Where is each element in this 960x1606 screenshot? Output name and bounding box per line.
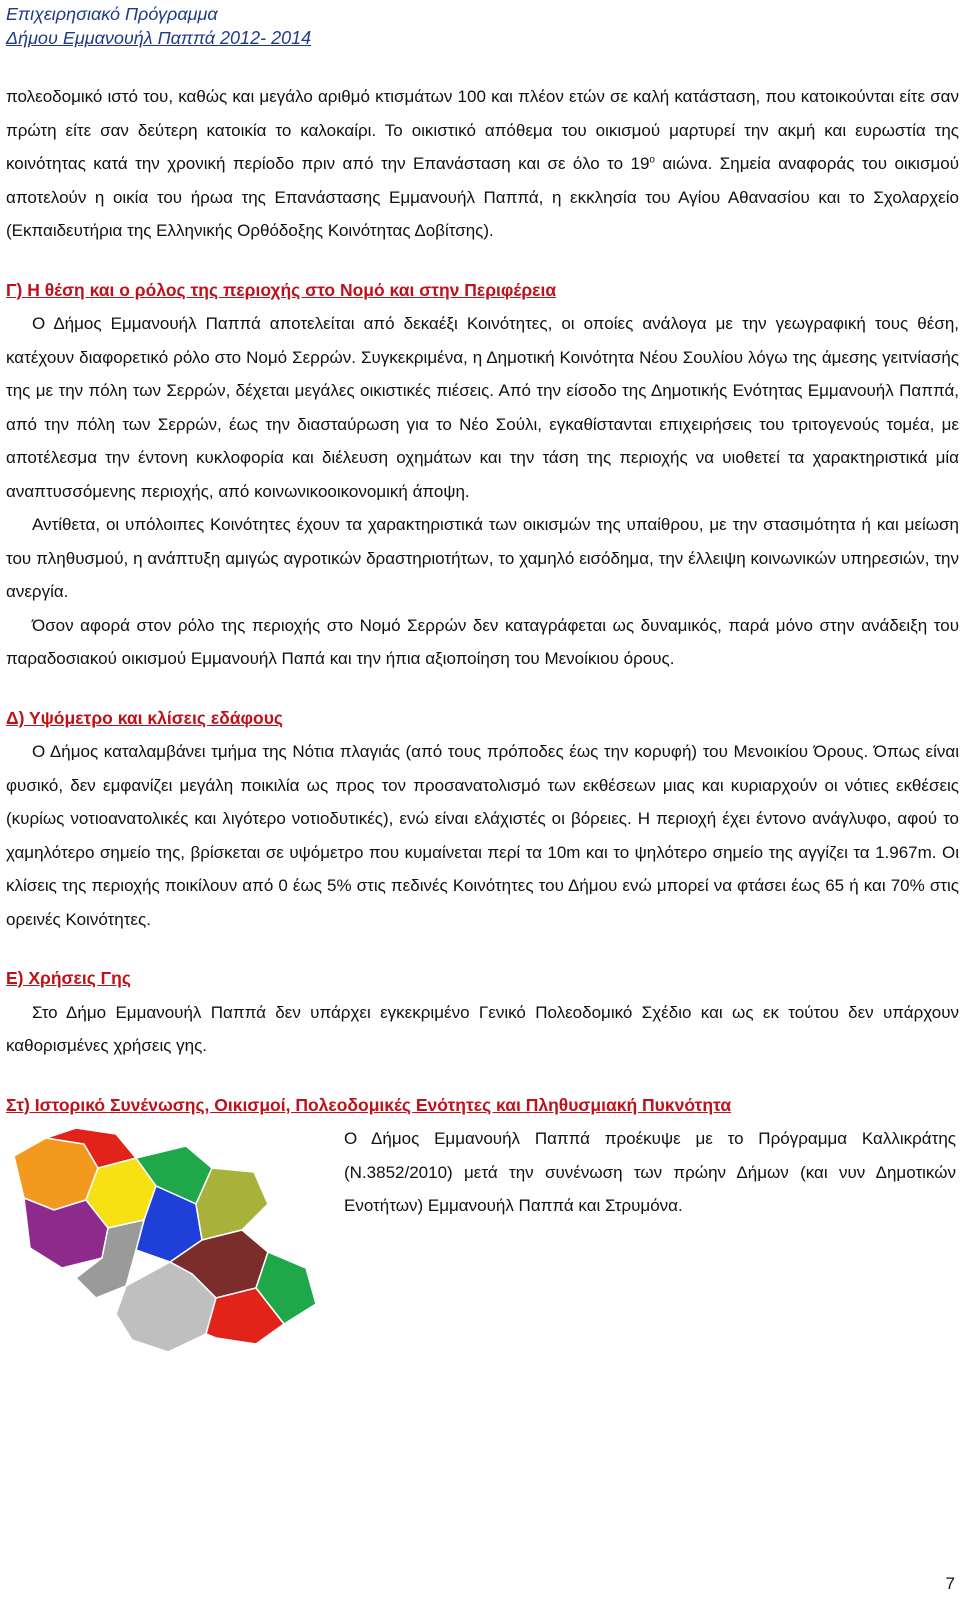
header-subtitle: Δήμου Εμμανουήλ Παππά 2012- 2014 <box>6 28 312 48</box>
page-header <box>6 2 311 50</box>
section-e-heading: Ε) Χρήσεις Γης <box>6 968 131 988</box>
superscript-o: ο <box>649 154 655 166</box>
document-body <box>6 80 959 1358</box>
map-region-olive <box>196 1168 268 1240</box>
section-d-paragraph: Ο Δήμος καταλαμβάνει τμήμα της Νότια πλαγιάς (από τους πρόποδες έως την κορυφή) του Μενοικίου Όρους. Όπως είναι φυσικό, δεν εμφανίζει μεγάλη ποικιλία ως προς τον προσανατολισμό των εκθέσεων μιας και κυριαρχούν οι νότιες εκθέσεις (κυρίως νοτιοανατολικές και λιγότερο νοτιοδυτικές), ενώ είναι ελάχιστές οι βόρειες. Η περιοχή έχει έντονο ανάγλυφο, αφού το χαμηλότερο σημείο της, βρίσκεται σε υψόμετρο που κυμαίνεται περί τα 10m και το ψηλότερο σημείο της αγγίζει τα 1.967m. Οι κλίσεις της περιοχής ποικίλουν από 0 έως 5% στις πεδινές Κοινότητες του Δήμου ενώ μπορεί να φτάσει έως 65 ή και 70% στις ορεινές Κοινότητες. <box>6 742 959 929</box>
page-number: 7 <box>945 1574 955 1593</box>
header-title: Επιχειρησιακό Πρόγραμμα <box>6 4 218 24</box>
section-d-heading: Δ) Υψόμετρο και κλίσεις εδάφους <box>6 707 283 728</box>
map-and-text-row <box>6 1122 959 1358</box>
section-g-paragraph-2: Αντίθετα, οι υπόλοιπες Κοινότητες έχουν τα χαρακτηριστικά των οικισμών της υπαίθρου, με την στασιμότητα ή και μείωση του πληθυσμού, η ανάπτυξη αμιγώς αγροτικών δραστηριοτήτων, το χαμηλό εισόδημα, την έλλειψη κοινωνικών υπηρεσιών, την ανεργία. <box>6 515 959 601</box>
municipality-map <box>6 1128 344 1358</box>
intro-text-2: αιώνα. Σημεία αναφοράς του οικισμού αποτελούν η οικία του ήρωα της Επανάστασης Εμμανουήλ Παππά, η εκκλησία του Αγίου Αθανασίου και το Σχολαρχείο (Εκπαιδευτήρια της Ελληνικής Ορθόδοξης Κοινότητας Δοβίτσης). <box>6 154 959 240</box>
intro-text-1: πολεοδομικό ιστό του, καθώς και μεγάλο αριθμό κτισμάτων 100 και πλέον ετών σε καλή κατάσταση, που κατοικούνται είτε σαν πρώτη είτε σαν δεύτερη κατοικία το καλοκαίρι. Το οικιστικό απόθεμα του οικισμού μαρτυρεί την ακμή και ευρωστία της κοινότητας κατά την χρονική περίοδο πριν από την Επανάσταση και σε όλο το 19 <box>6 87 959 173</box>
section-st-heading: Στ) Ιστορικό Συνένωσης, Οικισμοί, Πολεοδομικές Ενότητες και Πληθυσμιακή Πυκνότητα <box>6 1094 732 1115</box>
map-svg <box>6 1128 344 1358</box>
section-g-heading: Γ) Η θέση και ο ρόλος της περιοχής στο Νομό και στην Περιφέρεια <box>6 279 557 300</box>
intro-paragraph <box>6 80 959 248</box>
section-g-paragraph-3: Όσον αφορά στον ρόλο της περιοχής στο Νομό Σερρών δεν καταγράφεται ως δυναμικός, παρά μόνο στην ανάδειξη του παραδοσιακού οικισμού Εμμανουήλ Παπά και την ήπια αξιοποίηση του Μενοίκιου όρους. <box>6 615 959 668</box>
section-st-paragraph: Ο Δήμος Εμμανουήλ Παππά προέκυψε με το Πρόγραμμα Καλλικράτης (Ν.3852/2010) μετά την συνένωση των πρώην Δήμων (και νυν Δημοτικών Ενοτήτων) Εμμανουήλ Παππά και Στρυμόνα. <box>344 1129 956 1215</box>
section-g-paragraph-1: Ο Δήμος Εμμανουήλ Παππά αποτελείται από δεκαέξι Κοινότητες, οι οποίες ανάλογα με την γεωγραφική τους θέση, κατέχουν διαφορετικό ρόλο στο Νομό Σερρών. Συγκεκριμένα, η Δημοτική Κοινότητα Νέου Σουλίου λόγω της άμεσης γειτνίασής της με την πόλη των Σερρών, δέχεται μεγάλες οικιστικές πιέσεις. Από την είσοδο της Δημοτικής Ενότητας Εμμανουήλ Παππά, από την πόλη των Σερρών, έως την διασταύρωση για το Νέο Σούλι, εγκαθίστανται επιχειρήσεις του τριτογενούς τομέα, με αποτέλεσμα την έντονη κυκλοφορία και διέλευση οχημάτων και την τάση της περιοχής να υιοθετεί τα χαρακτηριστικά μία αναπτυσσόμενης περιοχής, από κοινωνικοοικονομική άποψη. <box>6 314 959 501</box>
section-e-paragraph: Στο Δήμο Εμμανουήλ Παππά δεν υπάρχει εγκεκριμένο Γενικό Πολεοδομικό Σχέδιο και ως εκ τούτου δεν υπάρχουν καθορισμένες χρήσεις γης. <box>6 1002 959 1055</box>
